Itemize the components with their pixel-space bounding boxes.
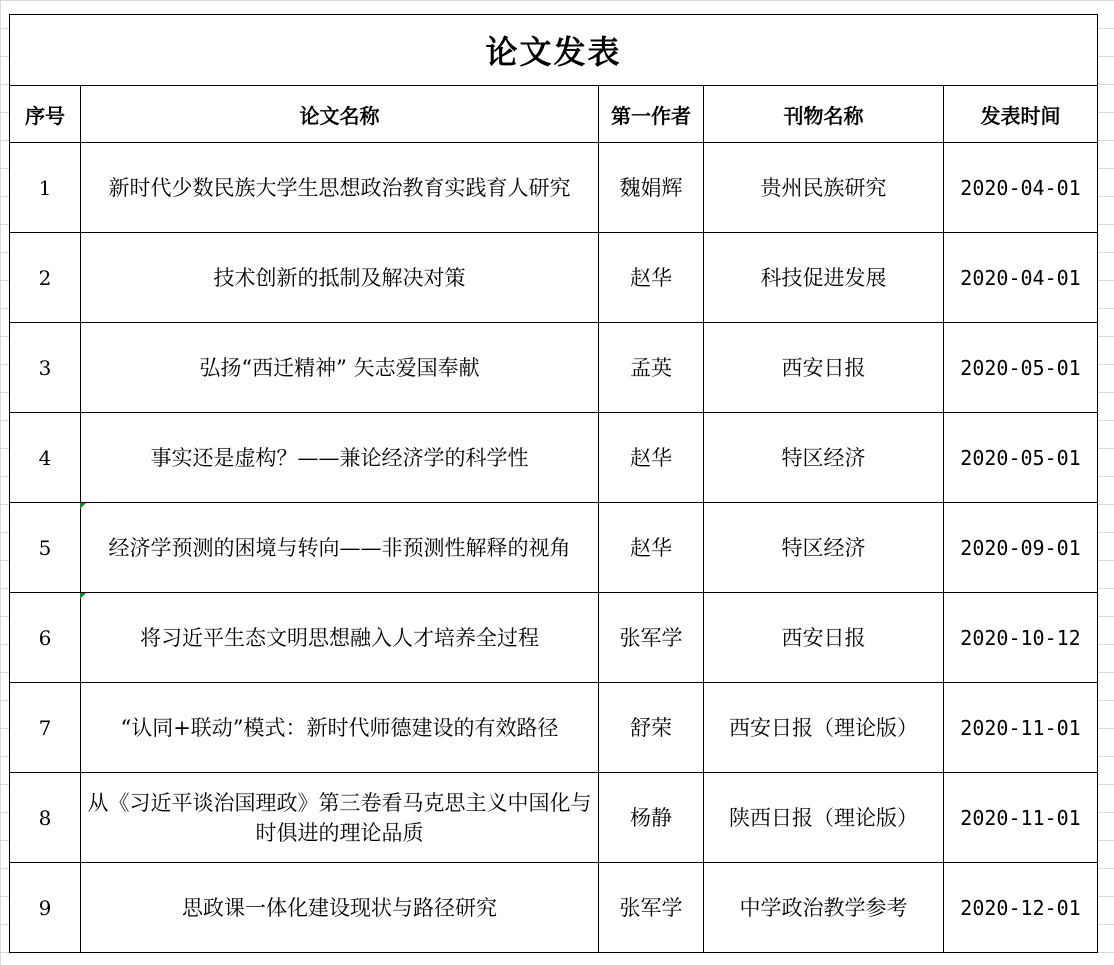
cell-index[interactable]: 4 [10,413,81,503]
cell-journal[interactable]: 贵州民族研究 [704,143,944,233]
table-title[interactable]: 论文发表 [10,15,1098,86]
cell-journal[interactable]: 特区经济 [704,413,944,503]
cell-first-author[interactable]: 赵华 [599,503,704,593]
papers-table [9,14,1098,953]
header-first-author[interactable]: 第一作者 [599,86,704,143]
cell-journal[interactable]: 西安日报 [704,593,944,683]
cell-first-author[interactable]: 张军学 [599,863,704,953]
cell-journal[interactable]: 特区经济 [704,503,944,593]
cell-paper-title[interactable]: 从《习近平谈治国理政》第三卷看马克思主义中国化与时俱进的理论品质 [81,773,599,863]
table-row [10,683,1098,773]
cell-paper-title[interactable]: 思政课一体化建设现状与路径研究 [81,863,599,953]
header-paper-title[interactable]: 论文名称 [81,86,599,143]
cell-indicator-icon [80,503,86,509]
table-row [10,773,1098,863]
title-row [10,15,1098,86]
table-row [10,143,1098,233]
cell-paper-title[interactable]: 事实还是虚构？——兼论经济学的科学性 [81,413,599,503]
table-row [10,323,1098,413]
cell-index[interactable]: 9 [10,863,81,953]
header-row [10,86,1098,143]
cell-journal[interactable]: 中学政治教学参考 [704,863,944,953]
cell-journal[interactable]: 科技促进发展 [704,233,944,323]
cell-journal[interactable]: 西安日报 [704,323,944,413]
cell-first-author[interactable]: 魏娟辉 [599,143,704,233]
cell-publish-date[interactable]: 2020-04-01 [944,143,1098,233]
cell-paper-title[interactable]: “认同+联动”模式：新时代师德建设的有效路径 [81,683,599,773]
header-publish-date[interactable]: 发表时间 [944,86,1098,143]
table-row [10,593,1098,683]
cell-first-author[interactable]: 赵华 [599,413,704,503]
header-journal[interactable]: 刊物名称 [704,86,944,143]
cell-first-author[interactable]: 张军学 [599,593,704,683]
table-row [10,413,1098,503]
table-row [10,503,1098,593]
cell-index[interactable]: 3 [10,323,81,413]
cell-first-author[interactable]: 赵华 [599,233,704,323]
header-index[interactable]: 序号 [10,86,81,143]
cell-publish-date[interactable]: 2020-10-12 [944,593,1098,683]
cell-first-author[interactable]: 孟英 [599,323,704,413]
table-row [10,233,1098,323]
cell-paper-title[interactable]: 技术创新的抵制及解决对策 [81,233,599,323]
cell-index[interactable]: 7 [10,683,81,773]
table-row [10,863,1098,953]
cell-publish-date[interactable]: 2020-04-01 [944,233,1098,323]
cell-publish-date[interactable]: 2020-05-01 [944,413,1098,503]
cell-paper-title[interactable]: 经济学预测的困境与转向——非预测性解释的视角 [81,503,599,593]
cell-paper-title[interactable]: 新时代少数民族大学生思想政治教育实践育人研究 [81,143,599,233]
cell-index[interactable]: 1 [10,143,81,233]
cell-paper-title[interactable]: 弘扬“西迁精神” 矢志爱国奉献 [81,323,599,413]
cell-journal[interactable]: 陕西日报（理论版） [704,773,944,863]
table-body [10,143,1098,953]
cell-publish-date[interactable]: 2020-11-01 [944,683,1098,773]
cell-publish-date[interactable]: 2020-11-01 [944,773,1098,863]
cell-journal[interactable]: 西安日报（理论版） [704,683,944,773]
cell-index[interactable]: 2 [10,233,81,323]
cell-publish-date[interactable]: 2020-05-01 [944,323,1098,413]
cell-index[interactable]: 8 [10,773,81,863]
cell-first-author[interactable]: 杨静 [599,773,704,863]
cell-publish-date[interactable]: 2020-12-01 [944,863,1098,953]
cell-first-author[interactable]: 舒荣 [599,683,704,773]
spreadsheet-sheet [9,14,1098,953]
cell-paper-title[interactable]: 将习近平生态文明思想融入人才培养全过程 [81,593,599,683]
cell-index[interactable]: 6 [10,593,81,683]
cell-indicator-icon [80,593,86,599]
cell-index[interactable]: 5 [10,503,81,593]
cell-publish-date[interactable]: 2020-09-01 [944,503,1098,593]
